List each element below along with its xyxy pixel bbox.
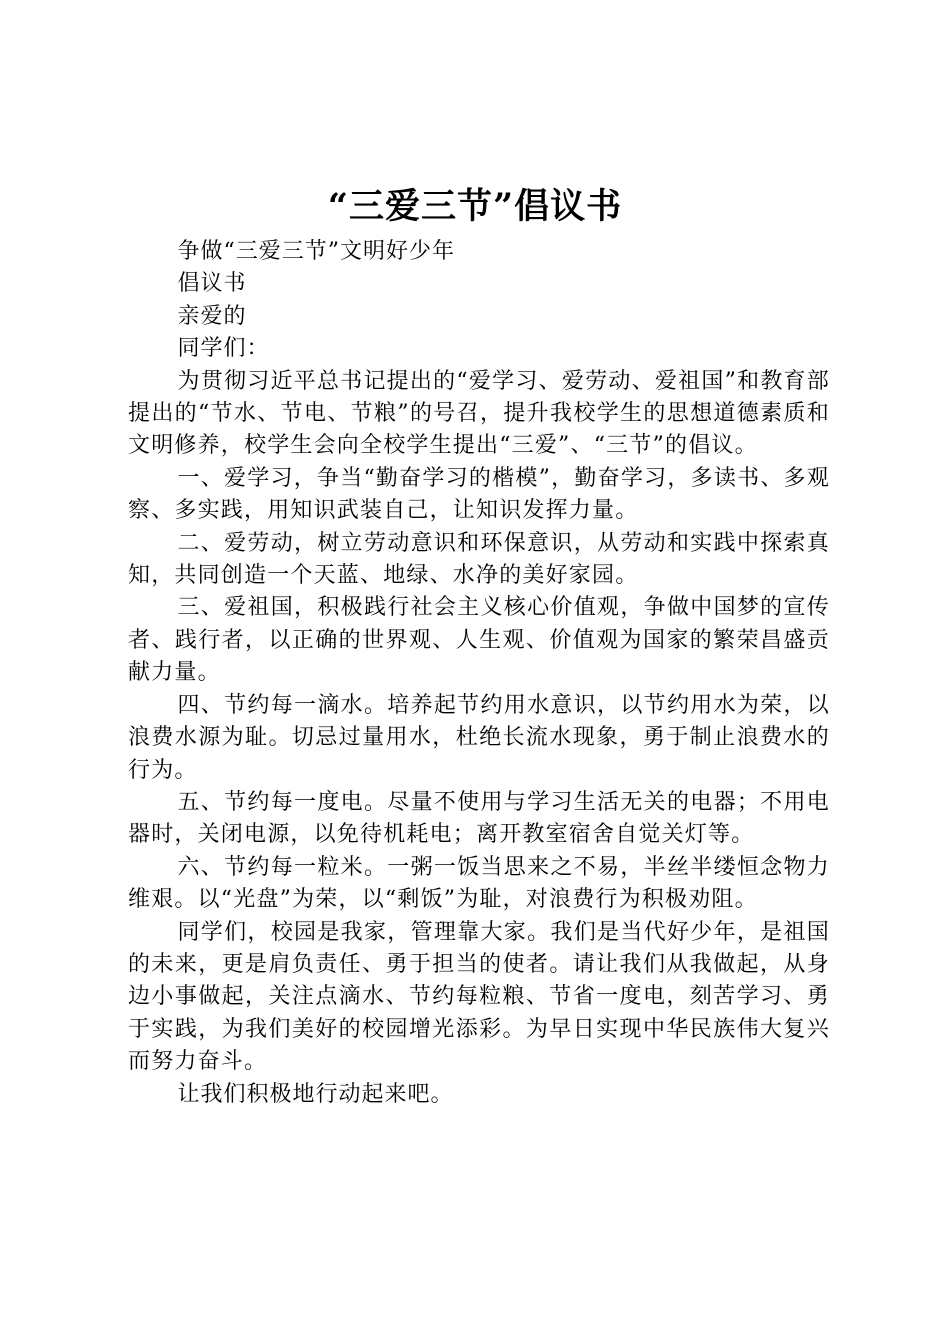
paragraph-heading: 倡议书: [177, 271, 247, 297]
paragraph-item-6: 六、节约每一粒米。一粥一饭当思来之不易，半丝半缕恒念物力维艰。以“光盘”为荣，以“剩饭”为耻，对浪费行为积极劝阻。: [128, 854, 830, 913]
paragraph-salutation-2: 同学们：: [177, 336, 270, 362]
paragraph-closing: 同学们，校园是我家，管理靠大家。我们是当代好少年，是祖国的未来，更是肩负责任、勇于担当的使者。请让我们从我做起，从身边小事做起，关注点滴水、节约每粒粮、节省一度电，刻苦学习、勇于实践，为我们美好的校园增光添彩。为早日实现中华民族伟大复兴而努力奋斗。: [128, 919, 830, 1075]
paragraph-item-2: 二、爱劳动，树立劳动意识和环保意识，从劳动和实践中探索真知，共同创造一个天蓝、地绿、水净的美好家园。: [128, 530, 830, 589]
paragraph-item-4: 四、节约每一滴水。培养起节约用水意识，以节约用水为荣，以浪费水源为耻。切忌过量用水，杜绝长流水现象，勇于制止浪费水的行为。: [128, 692, 830, 783]
paragraph-intro: 为贯彻习近平总书记提出的“爱学习、爱劳动、爱祖国”和教育部提出的“节水、节电、节粮”的号召，提升我校学生的思想道德素质和文明修养，校学生会向全校学生提出“三爱”、“三节”的倡议。: [128, 368, 830, 459]
paragraph-item-5: 五、节约每一度电。尽量不使用与学习生活无关的电器；不用电器时，关闭电源，以免待机耗电；离开教室宿舍自觉关灯等。: [128, 789, 830, 848]
paragraph-subtitle: 争做“三爱三节”文明好少年: [177, 239, 455, 264]
paragraph-item-1: 一、爱学习，争当“勤奋学习的楷模”，勤奋学习，多读书、多观察、多实践，用知识武装自己，让知识发挥力量。: [128, 465, 830, 524]
paragraph-salutation-1: 亲爱的: [177, 303, 247, 329]
paragraph-item-3: 三、爱祖国，积极践行社会主义核心价值观，争做中国梦的宣传者、践行者，以正确的世界观、人生观、价值观为国家的繁荣昌盛贡献力量。: [128, 595, 830, 686]
document-title: “三爱三节”倡议书: [327, 186, 623, 227]
document-body: [128, 236, 830, 1111]
paragraph-call-to-action: 让我们积极地行动起来吧。: [177, 1081, 454, 1107]
